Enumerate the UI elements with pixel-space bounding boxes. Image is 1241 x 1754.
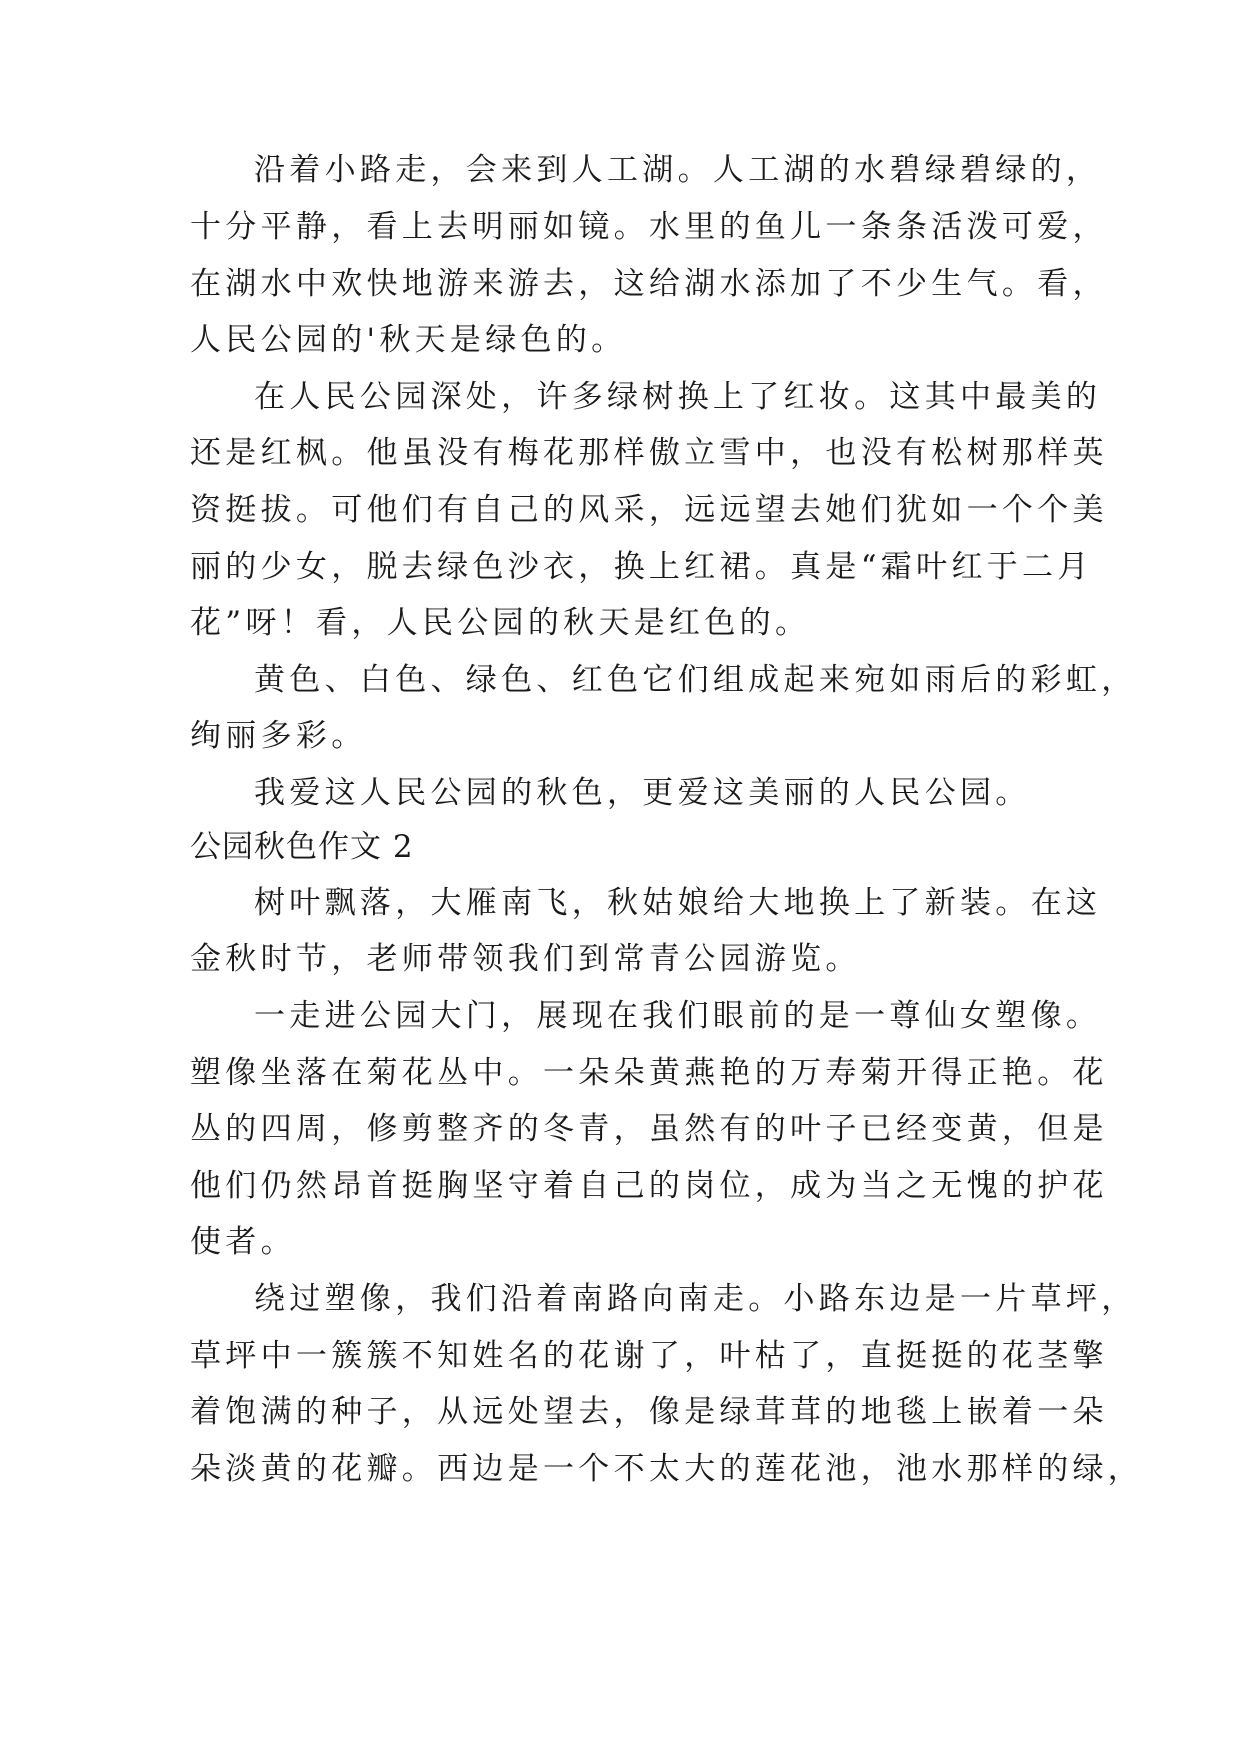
text-line: 使者。	[190, 1224, 296, 1260]
text-line: 丛的四周，修剪整齐的冬青，虽然有的叶子已经变黄，但是	[190, 1111, 1108, 1147]
text-line: 在湖水中欢快地游来游去，这给湖水添加了不少生气。看，	[190, 266, 1108, 302]
text-line: 草坪中一簇簇不知姓名的花谢了，叶枯了，直挺挺的花茎擎	[190, 1338, 1108, 1374]
text-line: 着饱满的种子，从远处望去，像是绿茸茸的地毯上嵌着一朵	[190, 1394, 1108, 1430]
text-line: 我爱这人民公园的秋色，更爱这美丽的人民公园。	[254, 775, 1031, 811]
text-line: 塑像坐落在菊花丛中。一朵朵黄燕艳的万寿菊开得正艳。花	[190, 1055, 1108, 1091]
text-line: 十分平静，看上去明丽如镜。水里的鱼儿一条条活泼可爱，	[190, 209, 1108, 245]
text-line: 他们仍然昂首挺胸坚守着自己的岗位，成为当之无愧的护花	[190, 1168, 1108, 1204]
text-line: 树叶飘落，大雁南飞，秋姑娘给大地换上了新装。在这	[254, 885, 1102, 921]
text-line: 一走进公园大门，展现在我们眼前的是一尊仙女塑像。	[254, 998, 1102, 1034]
text-line: 花”呀！看，人民公园的秋天是红色的。	[190, 605, 811, 641]
section-heading: 公园秋色作文 2	[190, 829, 414, 865]
text-line: 人民公园的'秋天是绿色的。	[190, 322, 627, 358]
text-line: 朵淡黄的花瓣。西边是一个不太大的莲花池，池水那样的绿，	[190, 1451, 1144, 1487]
text-line: 还是红枫。他虽没有梅花那样傲立雪中，也没有松树那样英	[190, 435, 1108, 471]
text-line: 在人民公园深处，许多绿树换上了红妆。这其中最美的	[254, 379, 1102, 415]
text-line: 资挺拔。可他们有自己的风采，远远望去她们犹如一个个美	[190, 492, 1108, 528]
text-line: 绚丽多彩。	[190, 718, 367, 754]
text-line: 绕过塑像，我们沿着南路向南走。小路东边是一片草坪，	[254, 1281, 1137, 1317]
text-line: 丽的少女，脱去绿色沙衣，换上红裙。真是“霜叶红于二月	[190, 549, 1093, 585]
text-line: 黄色、白色、绿色、红色它们组成起来宛如雨后的彩虹，	[254, 662, 1137, 698]
text-line: 沿着小路走，会来到人工湖。人工湖的水碧绿碧绿的，	[254, 152, 1102, 188]
text-line: 金秋时节，老师带领我们到常青公园游览。	[190, 941, 861, 977]
